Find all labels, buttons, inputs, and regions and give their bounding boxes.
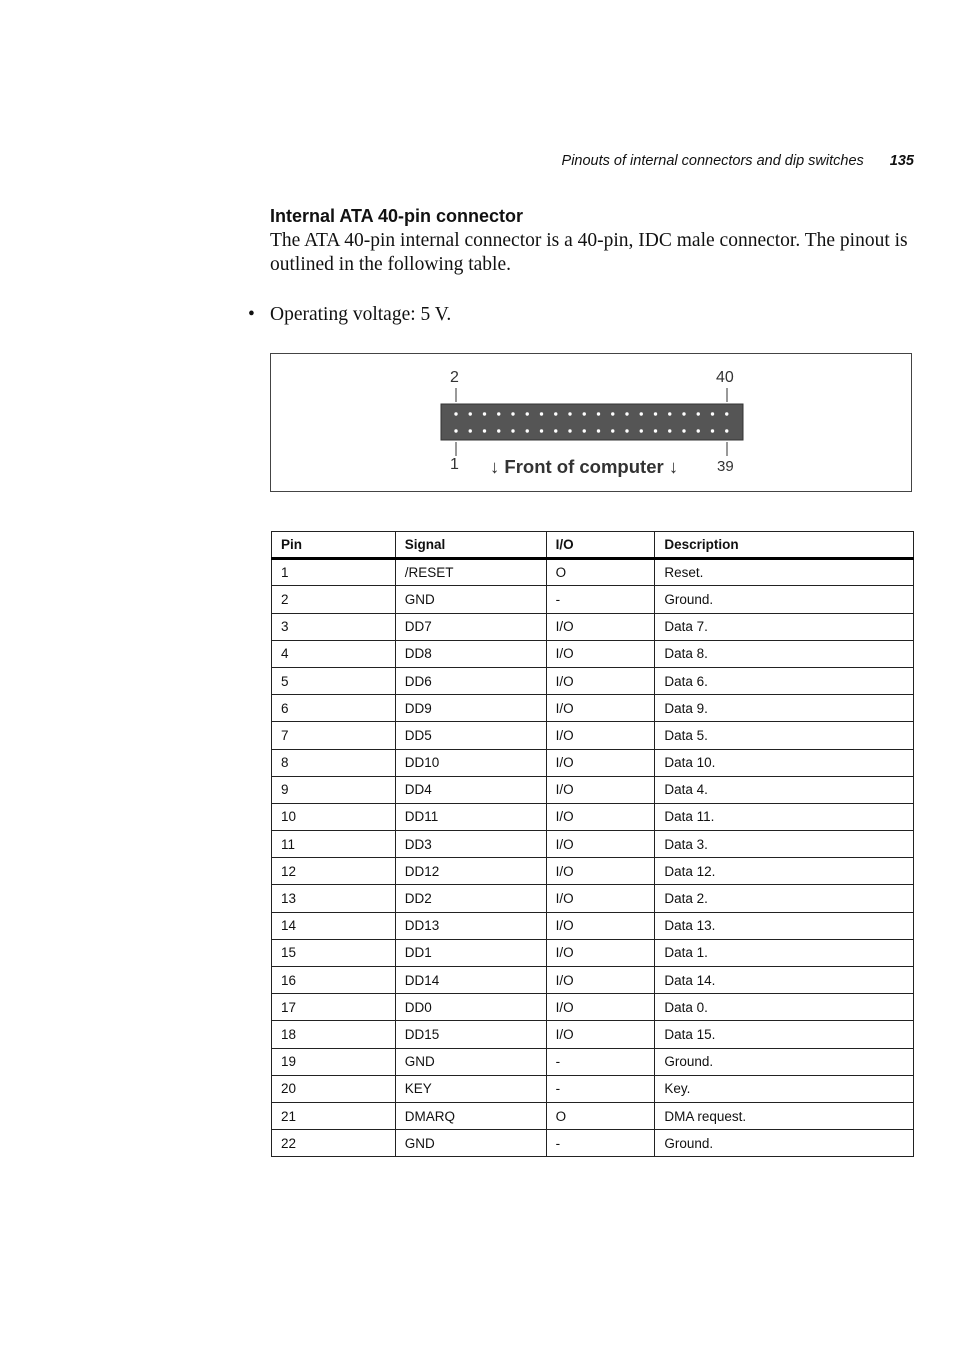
table-row xyxy=(272,1075,914,1102)
column-header-signal: Signal xyxy=(395,532,546,559)
connector-pin xyxy=(583,412,586,415)
table-row xyxy=(272,749,914,776)
connector-pin xyxy=(454,429,457,432)
cell-signal: DD7 xyxy=(395,613,546,640)
cell-signal: DD15 xyxy=(395,1021,546,1048)
cell-description: DMA request. xyxy=(655,1102,914,1129)
cell-pin: 20 xyxy=(272,1075,396,1102)
connector-pin xyxy=(640,429,643,432)
cell-description: Reset. xyxy=(655,559,914,586)
cell-description: Data 4. xyxy=(655,776,914,803)
table-row xyxy=(272,967,914,994)
cell-signal: DD13 xyxy=(395,912,546,939)
connector-pin xyxy=(668,429,671,432)
cell-io: I/O xyxy=(546,994,655,1021)
connector-pin xyxy=(640,412,643,415)
pin-label-2: 2 xyxy=(450,369,459,386)
cell-description: Data 10. xyxy=(655,749,914,776)
table-row xyxy=(272,1130,914,1157)
cell-pin: 5 xyxy=(272,667,396,694)
cell-io: I/O xyxy=(546,939,655,966)
cell-io: I/O xyxy=(546,749,655,776)
connector-pin xyxy=(554,429,557,432)
cell-description: Data 14. xyxy=(655,967,914,994)
cell-signal: GND xyxy=(395,1048,546,1075)
cell-io: - xyxy=(546,586,655,613)
cell-description: Data 2. xyxy=(655,885,914,912)
connector-pin xyxy=(725,412,728,415)
cell-signal: DD1 xyxy=(395,939,546,966)
connector-pin xyxy=(625,412,628,415)
cell-signal: DD6 xyxy=(395,667,546,694)
bullet-icon: • xyxy=(248,304,255,325)
cell-description: Data 15. xyxy=(655,1021,914,1048)
cell-signal: DD0 xyxy=(395,994,546,1021)
connector-pin xyxy=(597,429,600,432)
connector-pin xyxy=(511,429,514,432)
connector-pin xyxy=(611,412,614,415)
connector-pin xyxy=(697,412,700,415)
cell-description: Data 7. xyxy=(655,613,914,640)
table-row xyxy=(272,722,914,749)
cell-io: I/O xyxy=(546,667,655,694)
cell-io: I/O xyxy=(546,831,655,858)
bullet-text: Operating voltage: 5 V. xyxy=(270,304,452,325)
table-row xyxy=(272,994,914,1021)
table-row xyxy=(272,803,914,830)
cell-signal: DD4 xyxy=(395,776,546,803)
connector-pin xyxy=(497,412,500,415)
cell-description: Data 13. xyxy=(655,912,914,939)
cell-signal: DD11 xyxy=(395,803,546,830)
cell-signal: KEY xyxy=(395,1075,546,1102)
page-number: 135 xyxy=(889,153,914,169)
cell-description: Data 11. xyxy=(655,803,914,830)
cell-pin: 8 xyxy=(272,749,396,776)
cell-io: O xyxy=(546,1102,655,1129)
section-title: Pinouts of internal connectors and dip switches xyxy=(561,153,864,169)
cell-pin: 10 xyxy=(272,803,396,830)
pin-label-1: 1 xyxy=(450,456,459,473)
cell-description: Data 0. xyxy=(655,994,914,1021)
cell-description: Data 3. xyxy=(655,831,914,858)
connector-pin xyxy=(554,412,557,415)
connector-pin xyxy=(540,429,543,432)
cell-pin: 22 xyxy=(272,1130,396,1157)
connector-pin xyxy=(682,429,685,432)
cell-signal: DD5 xyxy=(395,722,546,749)
cell-pin: 19 xyxy=(272,1048,396,1075)
table-header-row xyxy=(272,532,914,559)
front-of-computer-label: ↓ Front of computer ↓ xyxy=(490,456,679,477)
cell-io: I/O xyxy=(546,1021,655,1048)
cell-signal: DD8 xyxy=(395,640,546,667)
cell-description: Data 1. xyxy=(655,939,914,966)
connector-pin xyxy=(483,412,486,415)
cell-description: Data 12. xyxy=(655,858,914,885)
connector-pin xyxy=(654,429,657,432)
cell-pin: 3 xyxy=(272,613,396,640)
cell-io: O xyxy=(546,559,655,586)
column-header-io: I/O xyxy=(546,532,655,559)
cell-signal: /RESET xyxy=(395,559,546,586)
pin-label-40: 40 xyxy=(716,369,734,386)
table-row xyxy=(272,858,914,885)
cell-pin: 21 xyxy=(272,1102,396,1129)
cell-pin: 14 xyxy=(272,912,396,939)
cell-io: I/O xyxy=(546,613,655,640)
cell-signal: DD9 xyxy=(395,695,546,722)
cell-io: I/O xyxy=(546,695,655,722)
cell-signal: GND xyxy=(395,1130,546,1157)
connector-pin xyxy=(711,429,714,432)
cell-signal: DD10 xyxy=(395,749,546,776)
table-row xyxy=(272,559,914,586)
connector-pin xyxy=(711,412,714,415)
cell-signal: DD3 xyxy=(395,831,546,858)
table-row xyxy=(272,912,914,939)
table-row xyxy=(272,586,914,613)
table-row xyxy=(272,695,914,722)
connector-pin xyxy=(597,412,600,415)
cell-description: Data 5. xyxy=(655,722,914,749)
table-row xyxy=(272,1021,914,1048)
connector-pin xyxy=(668,412,671,415)
connector-pin xyxy=(526,429,529,432)
cell-io: I/O xyxy=(546,776,655,803)
cell-description: Data 8. xyxy=(655,640,914,667)
connector-pin xyxy=(497,429,500,432)
connector-pin xyxy=(611,429,614,432)
connector-pin xyxy=(568,429,571,432)
column-header-pin: Pin xyxy=(272,532,396,559)
connector-pin xyxy=(483,429,486,432)
cell-pin: 4 xyxy=(272,640,396,667)
cell-pin: 6 xyxy=(272,695,396,722)
pin-label-39: 39 xyxy=(717,458,734,475)
cell-io: I/O xyxy=(546,722,655,749)
cell-signal: DMARQ xyxy=(395,1102,546,1129)
cell-signal: DD14 xyxy=(395,967,546,994)
connector-pin xyxy=(654,412,657,415)
cell-pin: 13 xyxy=(272,885,396,912)
cell-io: - xyxy=(546,1130,655,1157)
cell-pin: 15 xyxy=(272,939,396,966)
connector-pin xyxy=(697,429,700,432)
cell-io: I/O xyxy=(546,640,655,667)
connector-pin xyxy=(469,412,472,415)
table-row xyxy=(272,831,914,858)
table-row xyxy=(272,1048,914,1075)
connector-pin xyxy=(583,429,586,432)
cell-io: I/O xyxy=(546,803,655,830)
pinout-table xyxy=(271,531,914,1157)
connector-pin xyxy=(725,429,728,432)
table-row xyxy=(272,885,914,912)
cell-signal: GND xyxy=(395,586,546,613)
cell-pin: 12 xyxy=(272,858,396,885)
connector-pin xyxy=(454,412,457,415)
cell-pin: 9 xyxy=(272,776,396,803)
cell-io: I/O xyxy=(546,885,655,912)
connector-pin xyxy=(625,429,628,432)
connector-pin xyxy=(682,412,685,415)
connector-pin xyxy=(568,412,571,415)
section-heading: Internal ATA 40-pin connector xyxy=(270,206,524,226)
table-row xyxy=(272,939,914,966)
cell-io: - xyxy=(546,1075,655,1102)
cell-signal: DD2 xyxy=(395,885,546,912)
running-header xyxy=(500,150,914,172)
column-header-description: Description xyxy=(655,532,914,559)
cell-description: Ground. xyxy=(655,1048,914,1075)
connector-figure xyxy=(270,353,912,492)
cell-io: I/O xyxy=(546,858,655,885)
cell-description: Ground. xyxy=(655,586,914,613)
cell-pin: 16 xyxy=(272,967,396,994)
cell-pin: 11 xyxy=(272,831,396,858)
connector-pin xyxy=(469,429,472,432)
table-row xyxy=(272,776,914,803)
cell-pin: 7 xyxy=(272,722,396,749)
connector-pin xyxy=(511,412,514,415)
table-row xyxy=(272,613,914,640)
cell-description: Data 9. xyxy=(655,695,914,722)
cell-pin: 18 xyxy=(272,1021,396,1048)
connector-pin xyxy=(540,412,543,415)
connector-pin xyxy=(526,412,529,415)
table-row xyxy=(272,1102,914,1129)
table-row xyxy=(272,667,914,694)
cell-pin: 17 xyxy=(272,994,396,1021)
cell-description: Data 6. xyxy=(655,667,914,694)
bullet-item xyxy=(248,304,451,326)
cell-pin: 2 xyxy=(272,586,396,613)
cell-description: Ground. xyxy=(655,1130,914,1157)
intro-paragraph: The ATA 40-pin internal connector is a 40-pin, IDC male connector. The pinout is outlined in the following table. xyxy=(270,230,908,275)
table-row xyxy=(272,640,914,667)
connector-body xyxy=(441,404,743,440)
cell-io: I/O xyxy=(546,967,655,994)
cell-io: I/O xyxy=(546,912,655,939)
cell-io: - xyxy=(546,1048,655,1075)
cell-pin: 1 xyxy=(272,559,396,586)
cell-signal: DD12 xyxy=(395,858,546,885)
cell-description: Key. xyxy=(655,1075,914,1102)
